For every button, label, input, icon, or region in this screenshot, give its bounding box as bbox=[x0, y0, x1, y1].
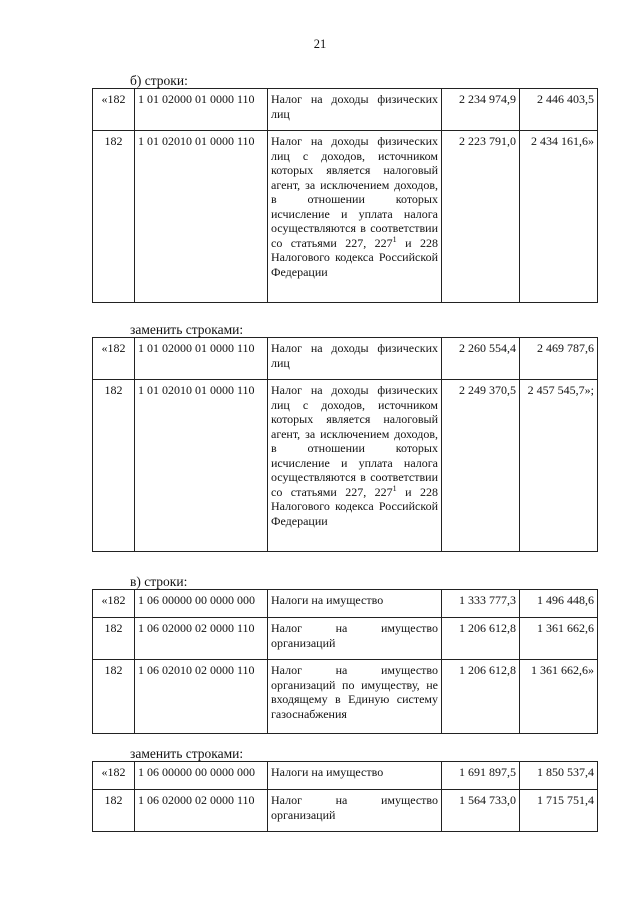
cell-description: Налоги на имущество bbox=[268, 590, 442, 618]
cell-description bbox=[268, 131, 442, 303]
cell-code: «182 bbox=[93, 89, 135, 131]
table-row bbox=[93, 660, 598, 734]
description-text-cont: и 228 Налогового кодекса Российской Федерации bbox=[271, 235, 438, 279]
cell-code: 182 bbox=[93, 380, 135, 552]
cell-amount-1: 1 206 612,8 bbox=[442, 660, 520, 734]
cell-amount-1: 2 223 791,0 bbox=[442, 131, 520, 303]
cell-code: «182 bbox=[93, 762, 135, 790]
section-heading-replace-2: заменить строками: bbox=[130, 746, 244, 761]
cell-amount-1: 2 234 974,9 bbox=[442, 89, 520, 131]
table-row bbox=[93, 89, 598, 131]
cell-amount-1: 1 691 897,5 bbox=[442, 762, 520, 790]
cell-classifier: 1 01 02010 01 0000 110 bbox=[135, 380, 268, 552]
cell-amount-2: 2 469 787,6 bbox=[520, 338, 598, 380]
cell-amount-1: 2 260 554,4 bbox=[442, 338, 520, 380]
cell-amount-2: 2 446 403,5 bbox=[520, 89, 598, 131]
cell-amount-1: 1 564 733,0 bbox=[442, 790, 520, 832]
section-heading-b: б) строки: bbox=[130, 73, 188, 88]
cell-amount-2: 1 850 537,4 bbox=[520, 762, 598, 790]
cell-amount-2: 1 715 751,4 bbox=[520, 790, 598, 832]
table-row bbox=[93, 790, 598, 832]
cell-classifier: 1 06 02000 02 0000 110 bbox=[135, 618, 268, 660]
description-text: Налог на доходы физических лиц с доходов, источником которых является налоговый агент, за исключением доходов, в отношении которых исчисление и уплата налога осуществляются в соответствии со статьями 227, 227 bbox=[271, 383, 438, 499]
cell-code: «182 bbox=[93, 338, 135, 380]
superscript-mark: 1 bbox=[392, 234, 397, 244]
cell-classifier: 1 06 02010 02 0000 110 bbox=[135, 660, 268, 734]
cell-amount-1: 2 249 370,5 bbox=[442, 380, 520, 552]
table-section-v bbox=[92, 589, 598, 734]
cell-amount-2: 1 361 662,6 bbox=[520, 618, 598, 660]
table-row bbox=[93, 762, 598, 790]
cell-amount-2: 2 434 161,6» bbox=[520, 131, 598, 303]
description-text: Налог на доходы физических лиц с доходов, источником которых является налоговый агент, за исключением доходов, в отношении которых исчисление и уплата налога осуществляются в соответствии со статьями 227, 227 bbox=[271, 134, 438, 250]
cell-description: Налог на имущество организаций bbox=[268, 790, 442, 832]
cell-classifier: 1 01 02010 01 0000 110 bbox=[135, 131, 268, 303]
cell-amount-1: 1 206 612,8 bbox=[442, 618, 520, 660]
cell-amount-2: 2 457 545,7»; bbox=[520, 380, 598, 552]
table-replace-2 bbox=[92, 761, 598, 832]
cell-description: Налог на доходы физических лиц bbox=[268, 338, 442, 380]
table-row bbox=[93, 338, 598, 380]
cell-classifier: 1 06 00000 00 0000 000 bbox=[135, 590, 268, 618]
table-replace-1 bbox=[92, 337, 598, 552]
table-row bbox=[93, 618, 598, 660]
description-text-cont: и 228 Налогового кодекса Российской Федерации bbox=[271, 484, 438, 528]
page-number: 21 bbox=[313, 37, 327, 51]
table-section-b bbox=[92, 88, 598, 303]
cell-code: 182 bbox=[93, 660, 135, 734]
cell-code: 182 bbox=[93, 790, 135, 832]
section-heading-replace-1: заменить строками: bbox=[130, 322, 244, 337]
cell-description: Налог на имущество организаций bbox=[268, 618, 442, 660]
cell-classifier: 1 01 02000 01 0000 110 bbox=[135, 338, 268, 380]
cell-amount-2: 1 496 448,6 bbox=[520, 590, 598, 618]
superscript-mark: 1 bbox=[392, 483, 397, 493]
cell-classifier: 1 01 02000 01 0000 110 bbox=[135, 89, 268, 131]
cell-description: Налог на имущество организаций по имуществу, не входящему в Единую систему газоснабжения bbox=[268, 660, 442, 734]
cell-code: 182 bbox=[93, 131, 135, 303]
cell-amount-1: 1 333 777,3 bbox=[442, 590, 520, 618]
cell-amount-2: 1 361 662,6» bbox=[520, 660, 598, 734]
cell-code: «182 bbox=[93, 590, 135, 618]
table-row bbox=[93, 590, 598, 618]
cell-description bbox=[268, 380, 442, 552]
table-row bbox=[93, 380, 598, 552]
cell-classifier: 1 06 02000 02 0000 110 bbox=[135, 790, 268, 832]
cell-description: Налог на доходы физических лиц bbox=[268, 89, 442, 131]
cell-description: Налоги на имущество bbox=[268, 762, 442, 790]
table-row bbox=[93, 131, 598, 303]
section-heading-v: в) строки: bbox=[130, 574, 188, 589]
cell-classifier: 1 06 00000 00 0000 000 bbox=[135, 762, 268, 790]
cell-code: 182 bbox=[93, 618, 135, 660]
